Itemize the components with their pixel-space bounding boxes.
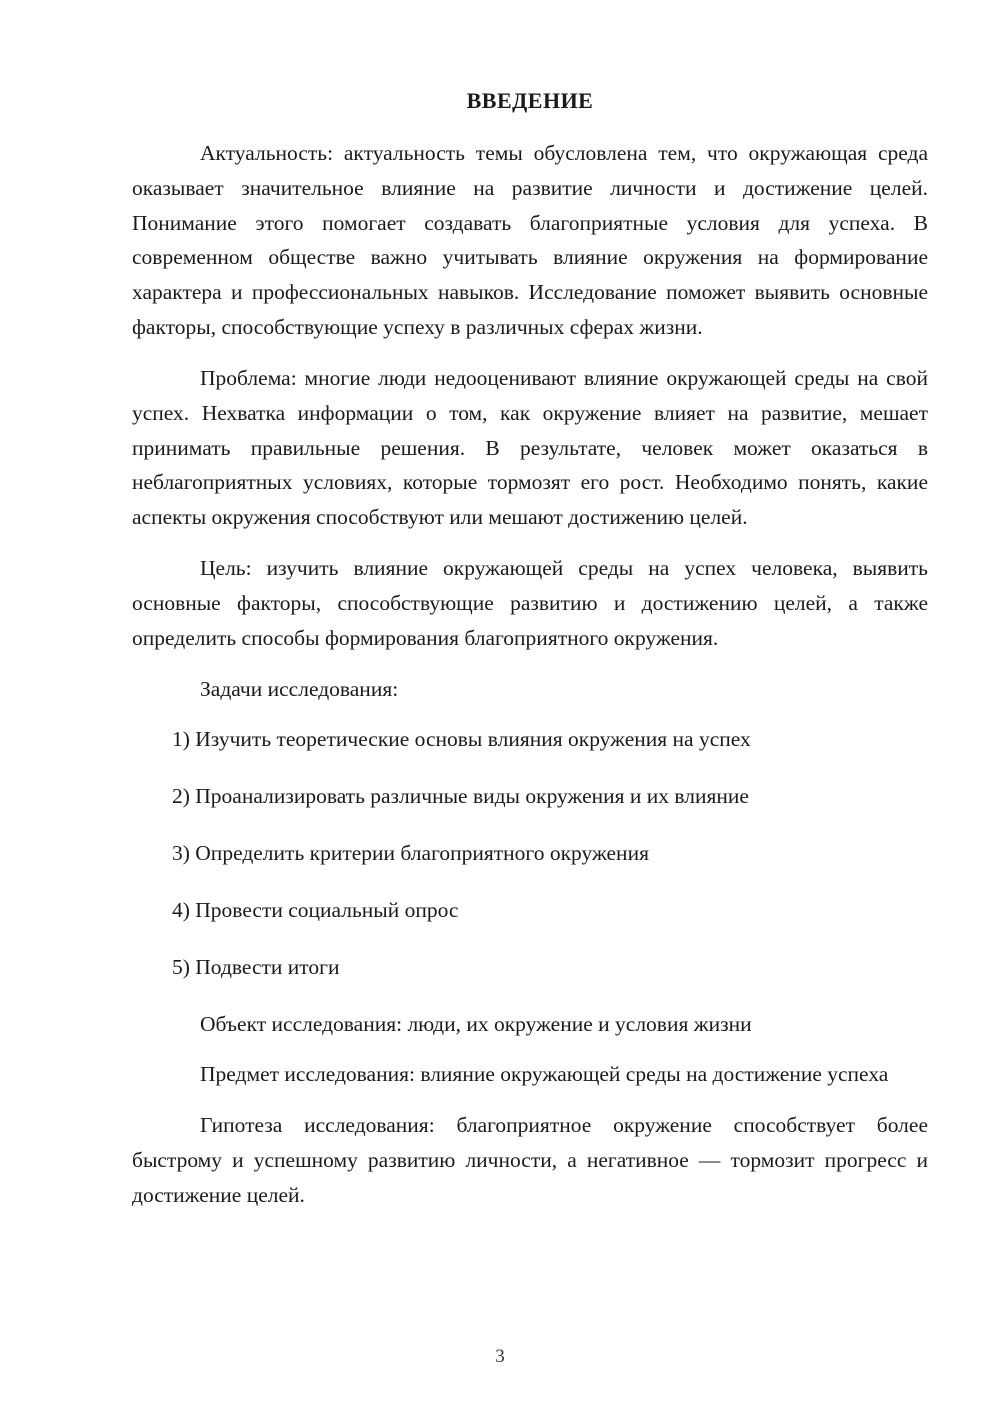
tasks-list bbox=[132, 722, 928, 984]
paragraph-object: Объект исследования: люди, их окружение и условия жизни bbox=[200, 1011, 752, 1036]
list-item: 1) Изучить теоретические основы влияния окружения на успех bbox=[172, 727, 751, 752]
paragraph-problem: Проблема: многие люди недооценивают влияние окружающей среды на свой успех. Нехватка информации о том, как окружение влияет на развитие, мешает принимать правильные решения. В результате, человек может оказаться в неблагоприятных условиях, которые тормозят его рост. Необходимо понять, какие аспекты окружения способствуют или мешают достижению целей. bbox=[132, 365, 928, 530]
tasks-heading: Задачи исследования: bbox=[200, 676, 399, 701]
paragraph-relevance: Актуальность: актуальность темы обусловлена тем, что окружающая среда оказывает значительное влияние на развитие личности и достижение целей. Понимание этого помогает создавать благоприятные условия для успеха. В современном обществе важно учитывать влияние окружения на формирование характера и профессиональных навыков. Исследование поможет выявить основные факторы, способствующие успеху в различных сферах жизни. bbox=[132, 141, 928, 340]
paragraph-goal: Цель: изучить влияние окружающей среды на успех человека, выявить основные факторы, способствующие развитию и достижению целей, а также определить способы формирования благоприятного окружения. bbox=[132, 556, 928, 650]
list-item: 2) Проанализировать различные виды окружения и их влияние bbox=[172, 784, 749, 809]
paragraph-subject: Предмет исследования: влияние окружающей среды на достижение успеха bbox=[200, 1062, 889, 1087]
page-title: ВВЕДЕНИЕ bbox=[466, 88, 594, 113]
list-item: 5) Подвести итоги bbox=[172, 954, 340, 979]
paragraph-hypothesis: Гипотеза исследования: благоприятное окружение способствует более быстрому и успешному развитию личности, а негативное — тормозит прогресс и достижение целей. bbox=[132, 1113, 928, 1207]
list-item: 4) Провести социальный опрос bbox=[172, 897, 459, 922]
list-item: 3) Определить критерии благоприятного окружения bbox=[172, 841, 649, 866]
page-number: 3 bbox=[495, 1346, 505, 1367]
